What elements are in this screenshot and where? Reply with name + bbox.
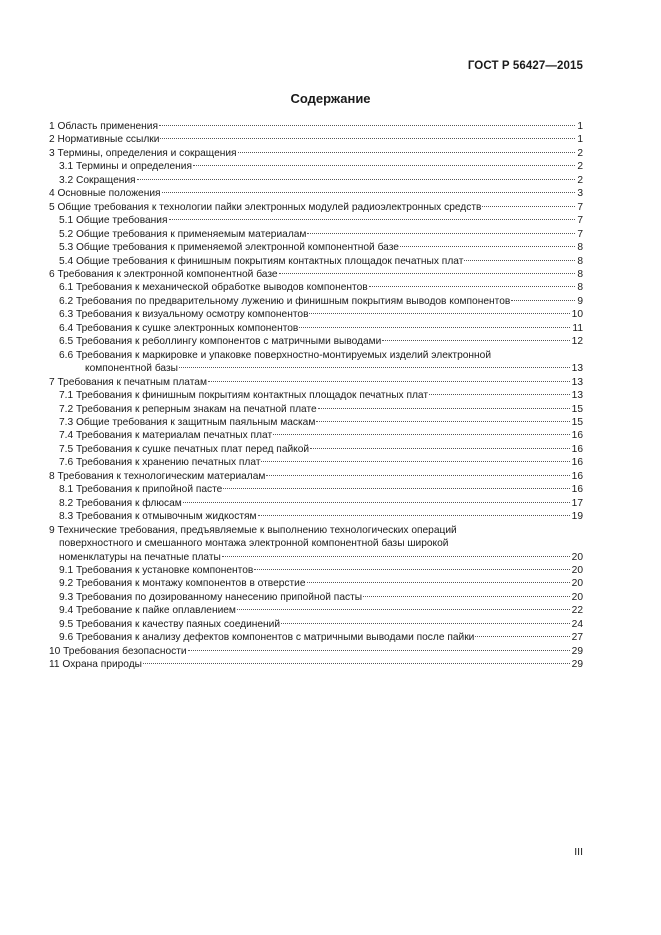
toc-entry-line: поверхностного и смешанного монтажа электронной компонентной базы широкой: [59, 538, 449, 550]
toc-entry-8-2[interactable]: 8.2 Требования к флюсам 17: [59, 497, 583, 509]
toc-entry-9-3[interactable]: 9.3 Требования по дозированному нанесению припойной пасты 20: [59, 591, 583, 603]
toc-entry-6-4[interactable]: 6.4 Требования к сушке электронных компонентов 11: [59, 322, 583, 334]
toc-entry-3-1[interactable]: 3.1 Термины и определения 2: [59, 161, 583, 173]
toc-entry-4[interactable]: 4 Основные положения 3: [49, 188, 583, 200]
toc-entry-11[interactable]: 11 Охрана природы 29: [49, 659, 583, 671]
toc-entry-line: 9 Технические требования, предъявляемые к выполнению технологических операций: [49, 524, 457, 536]
toc-entry-6-6[interactable]: 6.6 Требования к маркировке и упаковке поверхностно-монтируемых изделий электронной компонентной базы 13: [49, 349, 583, 376]
toc-entry-5-3[interactable]: 5.3 Общие требования к применяемой электронной компонентной базе 8: [59, 242, 583, 254]
toc-entry-10[interactable]: 10 Требования безопасности 29: [49, 645, 583, 657]
toc-entry-2[interactable]: 2 Нормативные ссылки 1: [49, 134, 583, 146]
toc-entry-7-5[interactable]: 7.5 Требования к сушке печатных плат перед пайкой 16: [59, 443, 583, 455]
toc-entry-8-1[interactable]: 8.1 Требования к припойной пасте 16: [59, 484, 583, 496]
toc-entry-3[interactable]: 3 Термины, определения и сокращения 2: [49, 147, 583, 159]
toc-entry-3-2[interactable]: 3.2 Сокращения 2: [59, 174, 583, 186]
toc-entry-9-2[interactable]: 9.2 Требования к монтажу компонентов в отверстие 20: [59, 578, 583, 590]
table-of-contents: [49, 120, 583, 672]
toc-entry-6-2[interactable]: 6.2 Требования по предварительному лужению и финишным покрытиям выводов компонентов 9: [59, 295, 583, 307]
toc-entry-7-3[interactable]: 7.3 Общие требования к защитным паяльным маскам 15: [59, 416, 583, 428]
toc-entry-5-2[interactable]: 5.2 Общие требования к применяемым материалам 7: [59, 228, 583, 240]
toc-entry-5-1[interactable]: 5.1 Общие требования 7: [59, 215, 583, 227]
toc-entry-8[interactable]: 8 Требования к технологическим материалам 16: [49, 470, 583, 482]
toc-entry-8-3[interactable]: 8.3 Требования к отмывочным жидкостям 19: [59, 511, 583, 523]
toc-entry-9-1[interactable]: 9.1 Требования к установке компонентов 20: [59, 564, 583, 576]
toc-entry-7-6[interactable]: 7.6 Требования к хранению печатных плат 16: [59, 457, 583, 469]
toc-entry-5[interactable]: 5 Общие требования к технологии пайки электронных модулей радиоэлектронных средств 7: [49, 201, 583, 213]
toc-entry-5-4[interactable]: 5.4 Общие требования к финишным покрытиям контактных площадок печатных плат 8: [59, 255, 583, 267]
toc-entry-6-5[interactable]: 6.5 Требования к реболлингу компонентов с матричными выводами 12: [59, 336, 583, 348]
toc-entry-1[interactable]: 1 Область применения 1: [49, 121, 583, 132]
toc-entry-9[interactable]: 9 Технические требования, предъявляемые к выполнению технологических операций поверхностного и смешанного монтажа электронной компонентной базы широкой номенклатуры на печатные платы 20: [49, 524, 583, 563]
toc-entry-6-1[interactable]: 6.1 Требования к механической обработке выводов компонентов 8: [59, 282, 583, 294]
toc-entry-7-2[interactable]: 7.2 Требования к реперным знакам на печатной плате 15: [59, 403, 583, 415]
toc-entry-9-6[interactable]: 9.6 Требования к анализу дефектов компонентов с матричными выводами после пайки 27: [59, 632, 583, 644]
toc-entry-7[interactable]: 7 Требования к печатным платам 13: [49, 376, 583, 388]
toc-entry-7-4[interactable]: 7.4 Требования к материалам печатных плат 16: [59, 430, 583, 442]
toc-entry-9-4[interactable]: 9.4 Требование к пайке оплавлением 22: [59, 605, 583, 617]
toc-entry-7-1[interactable]: 7.1 Требования к финишным покрытиям контактных площадок печатных плат 13: [59, 390, 583, 402]
toc-entry-9-5[interactable]: 9.5 Требования к качеству паяных соединений 24: [59, 618, 583, 630]
standard-code: ГОСТ Р 56427—2015: [467, 60, 583, 72]
toc-entry-line: 6.6 Требования к маркировке и упаковке поверхностно-монтируемых изделий электронной: [59, 349, 492, 361]
toc-entry-6-3[interactable]: 6.3 Требования к визуальному осмотру компонентов 10: [59, 309, 583, 321]
page-number: III: [574, 846, 583, 858]
toc-entry-6[interactable]: 6 Требования к электронной компонентной базе 8: [49, 268, 583, 280]
page-title: Содержание: [290, 91, 371, 106]
